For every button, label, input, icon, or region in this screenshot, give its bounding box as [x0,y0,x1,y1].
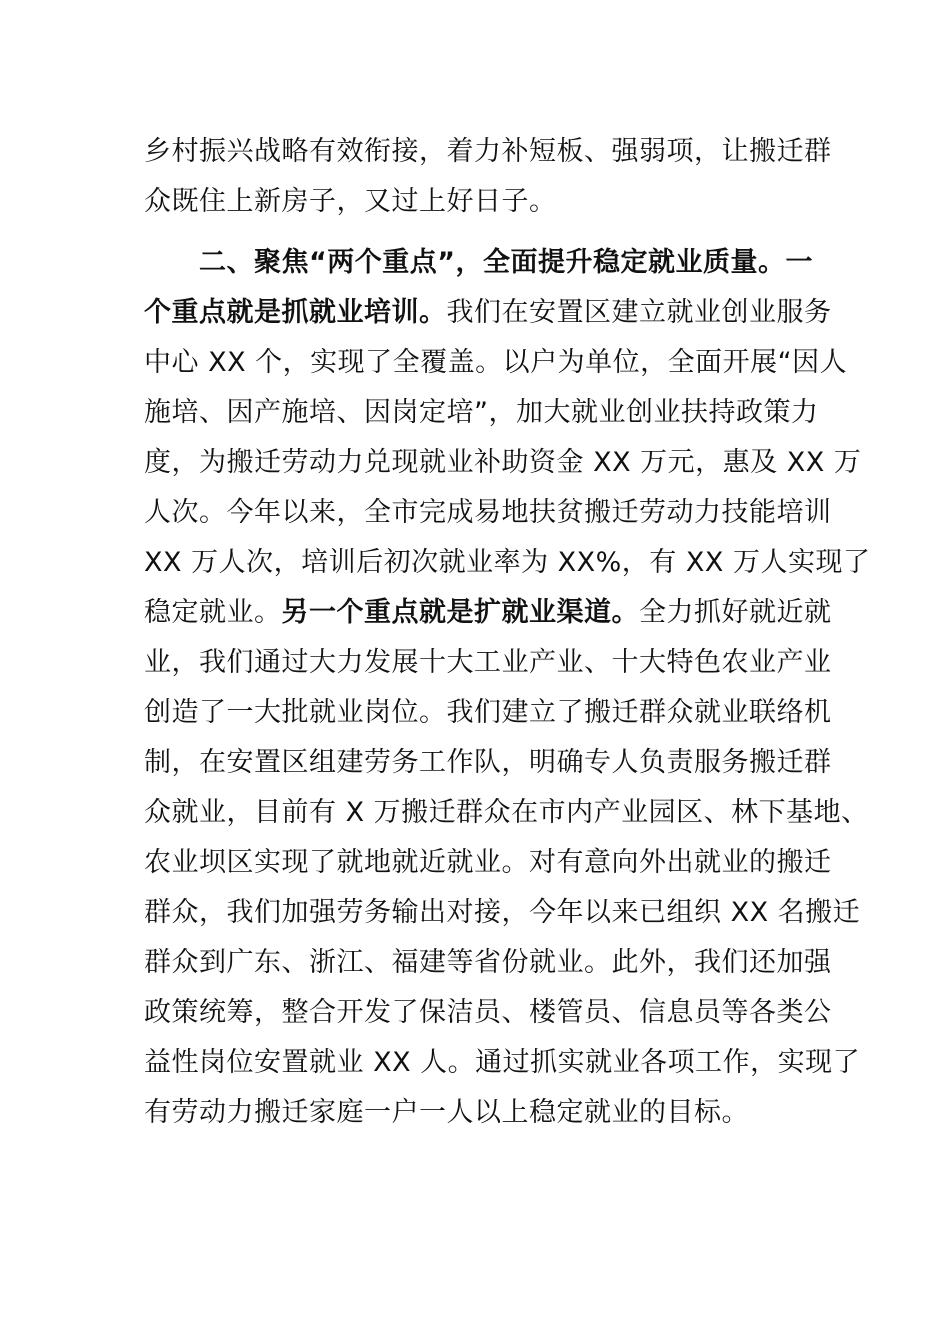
text-run: 中心 XX 个，实现了全覆盖。以户为单位，全面开展“因人 [144,347,848,378]
text-line [144,645,832,681]
text-run: 施培、因产施培、因岗定培”，加大就业创业扶持政策力 [144,397,819,428]
text-line [144,495,832,531]
text-line [144,795,869,831]
text-line [144,895,860,931]
text-line [144,595,832,631]
text-run: 度，为搬迁劳动力兑现就业补助资金 XX 万元，惠及 XX 万 [144,447,862,478]
text-line [144,295,832,331]
text-line [144,745,832,781]
text-line [144,995,832,1031]
text-run: XX 万人次，培训后初次就业率为 XX%，有 XX 万人实现了 [144,547,871,578]
text-run: 群众，我们加强劳务输出对接，今年以来已组织 XX 名搬迁 [144,897,861,928]
text-line [144,845,832,881]
text-run: 乡村振兴战略有效衔接，着力补短板、强弱项，让搬迁群 [144,136,832,167]
text-run: 人次。今年以来，全市完成易地扶贫搬迁劳动力技能培训 [144,497,832,528]
text-line [144,1095,749,1131]
text-run: 众既住上新房子，又过上好日子。 [144,186,557,217]
text-run: 众就业，目前有 X 万搬迁群众在市内产业园区、林下基地、 [144,797,869,828]
text-line [144,1045,860,1081]
text-line [144,345,847,381]
text-line [144,395,819,431]
section-heading-line [144,245,813,281]
text-run: 稳定就业。 [144,597,282,628]
text-run: 创造了一大批就业岗位。我们建立了搬迁群众就业联络机 [144,697,832,728]
text-line [144,445,861,481]
emphasis-run: 另一个重点就是扩就业渠道。 [281,597,639,628]
text-line [144,545,870,581]
text-run: 农业坝区实现了就地就近就业。对有意向外出就业的搬迁 [144,847,832,878]
text-run: 制，在安置区组建劳务工作队，明确专人负责服务搬迁群 [144,747,832,778]
text-line [144,184,557,220]
text-line [144,695,832,731]
text-run: 我们在安置区建立就业创业服务 [446,297,832,328]
text-run: 政策统筹，整合开发了保洁员、楼管员、信息员等各类公 [144,997,832,1028]
text-line [144,134,832,170]
section-heading: 二、聚焦“两个重点”，全面提升稳定就业质量。一 [144,247,813,278]
text-run: 益性岗位安置就业 XX 人。通过抓实就业各项工作，实现了 [144,1047,861,1078]
text-run: 全力抓好就近就 [639,597,832,628]
text-run: 业，我们通过大力发展十大工业产业、十大特色农业产业 [144,647,832,678]
text-run: 群众到广东、浙江、福建等省份就业。此外，我们还加强 [144,947,832,978]
emphasis-run: 个重点就是抓就业培训。 [144,297,447,328]
text-line [144,945,832,981]
text-run: 有劳动力搬迁家庭一户一人以上稳定就业的目标。 [144,1097,749,1128]
